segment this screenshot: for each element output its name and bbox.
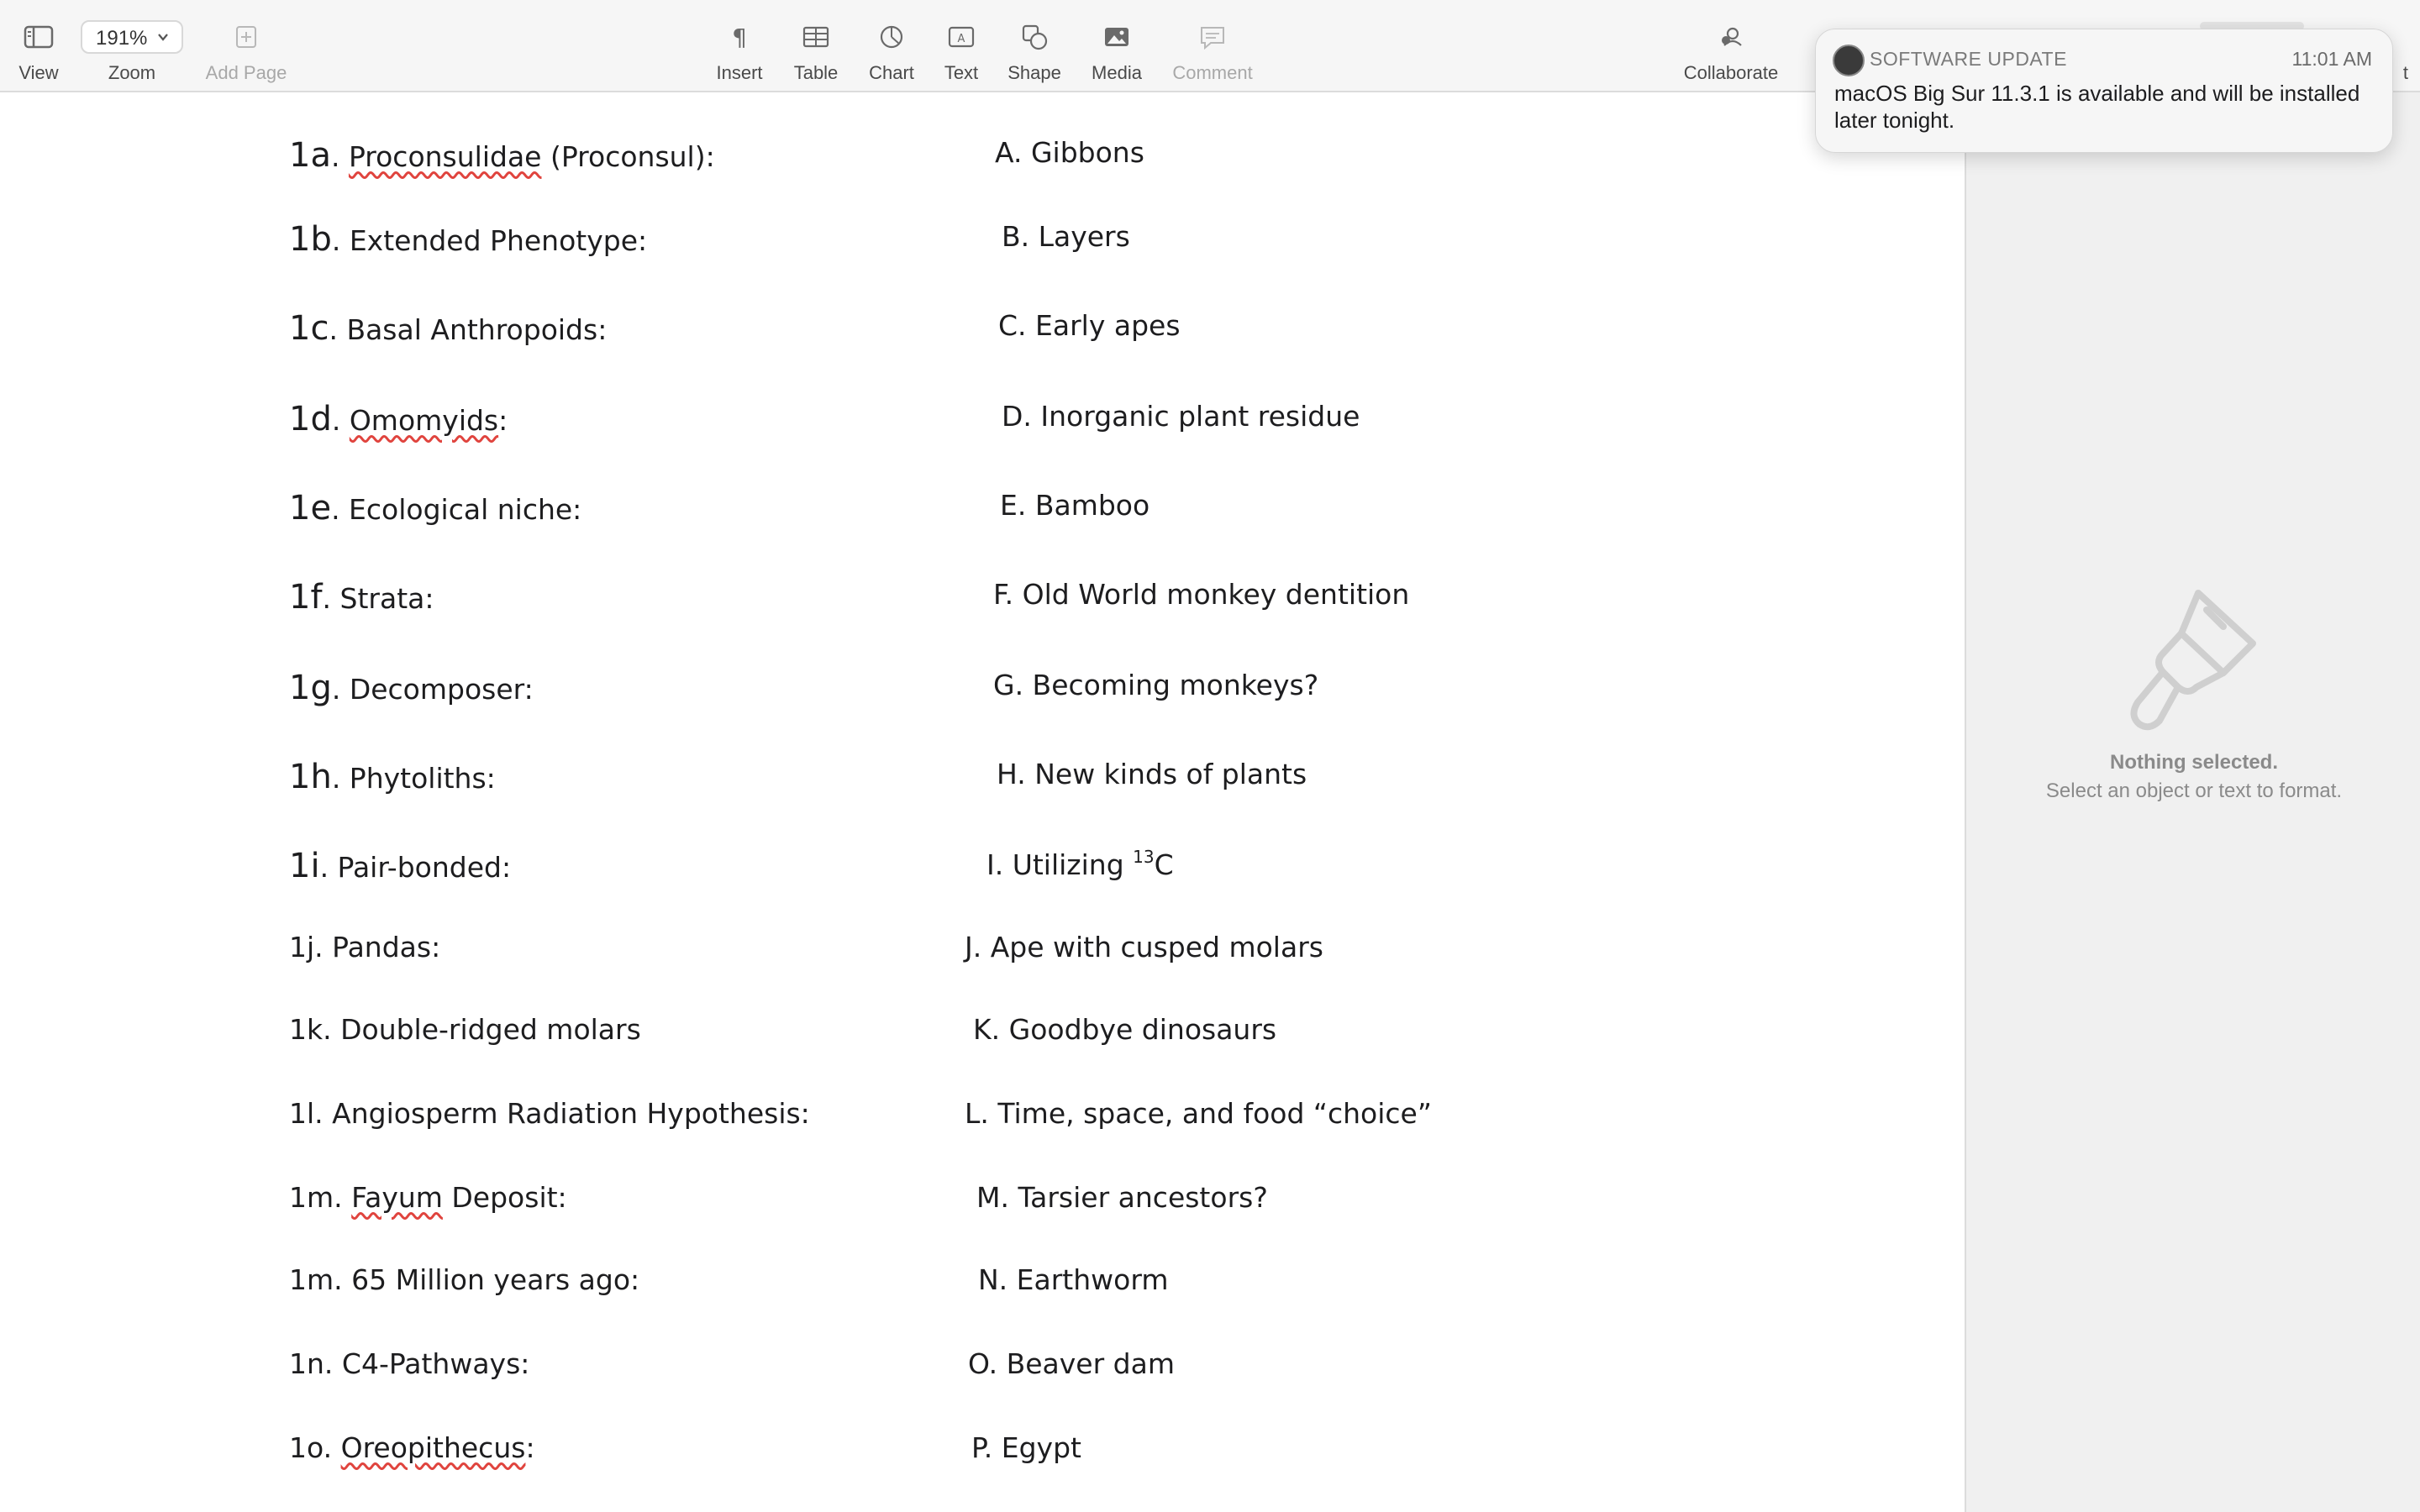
question-text: Pair-bonded: (337, 851, 512, 884)
chart-label: Chart (869, 62, 914, 83)
question-item[interactable]: 1l. Angiosperm Radiation Hypothesis: (289, 1097, 810, 1130)
question-item[interactable]: 1k. Double-ridged molars (289, 1013, 641, 1046)
question-number: 1a (289, 136, 331, 175)
table-button[interactable] (790, 0, 842, 91)
answer-item[interactable] (973, 1013, 1276, 1046)
question-item[interactable]: 1n. C4-Pathways: (289, 1347, 530, 1380)
misspelled-term: Fayum (351, 1181, 443, 1214)
answer-text: L. Time, space, and food “choice” (965, 1097, 1432, 1130)
answer-item[interactable] (965, 1097, 1432, 1130)
question-number: 1c (289, 309, 329, 348)
question-text: Pandas: (332, 931, 441, 963)
answer-text: B. Layers (1002, 220, 1130, 253)
isotope-superscript: 13 (1133, 847, 1155, 867)
question-number: 1f (289, 578, 323, 617)
answer-text: N. Earthworm (978, 1263, 1169, 1296)
shape-icon (1016, 18, 1053, 55)
question-item[interactable]: 1b. Extended Phenotype: (289, 220, 648, 259)
misspelled-term: Omomyids (349, 404, 499, 437)
comment-label: Comment (1172, 62, 1253, 83)
question-number: 1h (289, 758, 332, 796)
question-text: Angiosperm Radiation Hypothesis: (332, 1097, 810, 1130)
answer-item[interactable] (986, 847, 1174, 881)
shape-label: Shape (1007, 62, 1061, 83)
answer-item[interactable] (1000, 489, 1150, 522)
software-update-notification[interactable] (1815, 29, 2393, 153)
collaborate-button[interactable] (1682, 0, 1780, 91)
answer-text: M. Tarsier ancestors? (976, 1181, 1268, 1214)
answer-item[interactable] (993, 669, 1318, 701)
question-item[interactable]: 1d. Omomyids: (289, 400, 508, 438)
media-label: Media (1092, 62, 1142, 83)
answer-text: F. Old World monkey dentition (993, 578, 1410, 611)
question-text: Strata: (339, 582, 434, 615)
question-number: 1e (289, 489, 332, 528)
answer-item[interactable] (998, 309, 1181, 342)
notification-time: 11:01 AM (2291, 48, 2372, 70)
question-text: Decomposer: (349, 673, 534, 706)
question-number: 1n (289, 1347, 324, 1380)
answer-item[interactable] (968, 1347, 1175, 1380)
question-text: (Proconsul): (541, 140, 715, 173)
question-text: C4-Pathways: (341, 1347, 530, 1380)
answer-item[interactable] (995, 136, 1144, 169)
svg-text:¶: ¶ (732, 24, 747, 51)
text-button[interactable] (938, 0, 985, 91)
answer-text: G. Becoming monkeys? (993, 669, 1319, 701)
question-number: 1k (289, 1013, 324, 1046)
answer-text: H. New kinds of plants (997, 758, 1307, 790)
zoom-value: 191% (96, 27, 148, 50)
answer-text: K. Goodbye dinosaurs (973, 1013, 1277, 1046)
question-item[interactable]: 1e. Ecological niche: (289, 489, 582, 528)
answer-text: C. Early apes (998, 309, 1181, 342)
pie-chart-icon (873, 18, 910, 55)
paintbrush-icon (2123, 585, 2265, 736)
text-box-icon (943, 18, 980, 55)
answer-item[interactable] (971, 1431, 1081, 1464)
shape-button[interactable] (1005, 0, 1064, 91)
question-text: Ecological niche: (349, 493, 582, 526)
nothing-selected-title: Nothing selected. (2109, 751, 2279, 774)
zoom-label: Zoom (108, 62, 156, 83)
answer-item[interactable] (978, 1263, 1168, 1296)
add-page-label: Add Page (205, 62, 287, 83)
question-item[interactable]: 1m. Fayum Deposit: (289, 1181, 567, 1214)
question-item[interactable]: 1h. Phytoliths: (289, 758, 496, 796)
question-number: 1m (289, 1263, 334, 1296)
add-page-icon (228, 18, 265, 55)
notification-app-name: SOFTWARE UPDATE (1870, 48, 2067, 70)
question-item[interactable]: 1f. Strata: (289, 578, 434, 617)
answer-item[interactable] (1002, 220, 1130, 253)
answer-text: E. Bamboo (1000, 489, 1150, 522)
software-update-icon (1833, 45, 1865, 76)
question-item[interactable]: 1o. Oreopithecus: (289, 1431, 535, 1464)
question-item[interactable]: 1a. Proconsulidae (Proconsul): (289, 136, 715, 175)
zoom-item (106, 0, 158, 91)
table-label: Table (793, 62, 839, 83)
pilcrow-icon (721, 18, 758, 55)
answer-item[interactable] (1002, 400, 1360, 433)
question-text: Basal Anthropoids: (346, 313, 608, 346)
svg-text:A: A (957, 33, 965, 45)
question-number: 1g (289, 669, 332, 707)
answer-text-suffix: C (1154, 848, 1174, 881)
collaborate-icon (1712, 18, 1749, 55)
question-number: 1m (289, 1181, 334, 1214)
question-text: Deposit: (442, 1181, 567, 1214)
answer-item[interactable] (965, 931, 1323, 963)
misspelled-term: Oreopithecus (340, 1431, 526, 1464)
question-number: 1j (289, 931, 315, 963)
question-item[interactable]: 1m. 65 Million years ago: (289, 1263, 640, 1296)
view-label: View (18, 62, 59, 83)
question-text: : (525, 1431, 535, 1464)
comment-button[interactable] (1170, 0, 1255, 91)
question-number: 1l (289, 1097, 315, 1130)
question-text: Phytoliths: (349, 762, 496, 795)
answer-item[interactable] (997, 758, 1307, 790)
insert-button[interactable] (709, 0, 770, 91)
question-number: 1i (289, 847, 320, 885)
document-canvas[interactable] (0, 92, 1965, 1512)
comment-icon (1194, 18, 1231, 55)
misspelled-term: Proconsulidae (348, 140, 542, 173)
text-label: Text (944, 62, 979, 83)
chart-button[interactable] (865, 0, 918, 91)
answer-text: O. Beaver dam (968, 1347, 1175, 1380)
answer-text: P. Egypt (971, 1431, 1081, 1464)
nothing-selected-subtitle: Select an object or text to format. (2045, 780, 2343, 802)
add-page-button[interactable] (205, 0, 287, 91)
question-item[interactable]: 1i. Pair-bonded: (289, 847, 512, 885)
question-number: 1d (289, 400, 332, 438)
answer-text: I. Utilizing (986, 848, 1134, 881)
answer-item[interactable] (993, 578, 1409, 611)
answer-item[interactable] (976, 1181, 1268, 1214)
collaborate-label: Collaborate (1683, 62, 1779, 83)
question-number: 1o (289, 1431, 324, 1464)
insert-label: Insert (716, 62, 763, 83)
question-item[interactable]: 1g. Decomposer: (289, 669, 534, 707)
question-number: 1b (289, 220, 332, 259)
question-text: Extended Phenotype: (349, 224, 648, 257)
format-sidebar (1965, 92, 2420, 1512)
answer-text: A. Gibbons (995, 136, 1144, 169)
photo-icon (1098, 18, 1135, 55)
table-icon (797, 18, 834, 55)
media-button[interactable] (1087, 0, 1146, 91)
question-text: 65 Million years ago: (351, 1263, 640, 1296)
question-item[interactable]: 1j. Pandas: (289, 931, 441, 963)
question-text: Double-ridged molars (340, 1013, 641, 1046)
answer-text: J. Ape with cusped molars (965, 931, 1323, 963)
sidebar-toggle-icon (20, 18, 57, 55)
notification-body: macOS Big Sur 11.3.1 is available and will be installed later tonight. (1834, 81, 2360, 133)
document-tab-label-partial: t (2402, 62, 2408, 83)
question-text: : (498, 404, 508, 437)
question-item[interactable]: 1c. Basal Anthropoids: (289, 309, 608, 348)
view-button[interactable] (13, 0, 64, 91)
answer-text: D. Inorganic plant residue (1002, 400, 1360, 433)
